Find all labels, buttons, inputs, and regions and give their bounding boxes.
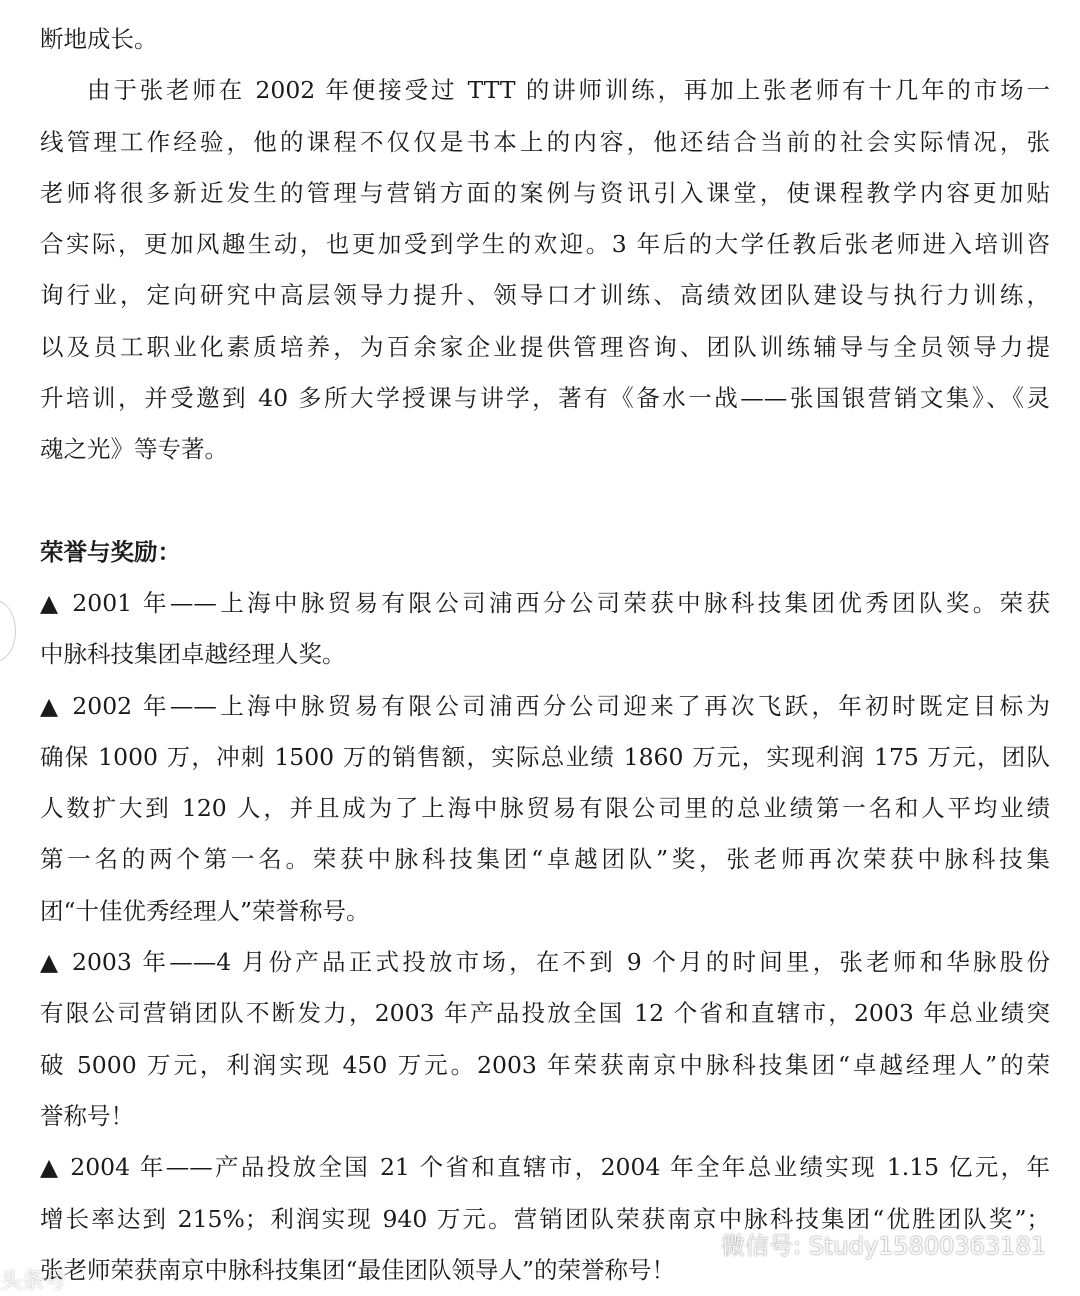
text-line: 由于张老师在 2002 年便接受过 TTT 的讲师训练，再加上张老师有十几年的市场一: [87, 76, 1050, 105]
text-line: 增长率达到 215%；利润实现 940 万元。营销团队荣获南京中脉科技集团“优胜团队奖”；: [40, 1204, 1050, 1233]
text-line: ▲ 2002 年——上海中脉贸易有限公司浦西分公司迎来了再次飞跃，年初时既定目标为: [40, 691, 1050, 720]
honor-item-2002: [40, 681, 1050, 937]
text-line: 破 5000 万元，利润实现 450 万元。2003 年荣获南京中脉科技集团“卓越经理人”的荣: [40, 1050, 1050, 1079]
text-line: 断地成长。: [40, 25, 158, 53]
text-line: 确保 1000 万，冲刺 1500 万的销售额，实际总业绩 1860 万元，实现利润 175 万元，团队: [40, 742, 1050, 771]
intro-paragraph: [40, 14, 1050, 476]
honor-item-2001: [40, 578, 1050, 681]
text-line: 第一名的两个第一名。荣获中脉科技集团“卓越团队”奖，张老师再次荣获中脉科技集: [40, 845, 1050, 874]
text-line: 魂之光》等专著。: [40, 435, 228, 464]
text-line: 张老师荣获南京中脉科技集团“最佳团队领导人”的荣誉称号！: [40, 1255, 676, 1284]
text-line: 老师将很多新近发生的管理与营销方面的案例与资讯引入课堂，使课程教学内容更加贴: [40, 178, 1050, 207]
document-body: [40, 14, 1050, 1296]
text-line: 有限公司营销团队不断发力，2003 年产品投放全国 12 个省和直辖市，2003 年总业绩突: [40, 999, 1050, 1028]
wechat-icon: [685, 1233, 715, 1255]
side-handle[interactable]: [0, 600, 16, 662]
text-line: 中脉科技集团卓越经理人奖。: [40, 640, 346, 669]
text-line: ▲ 2001 年——上海中脉贸易有限公司浦西分公司荣获中脉科技集团优秀团队奖。荣获: [40, 588, 1050, 617]
text-line: ▲ 2004 年——产品投放全国 21 个省和直辖市，2004 年全年总业绩实现 1.15 亿元，年: [40, 1153, 1050, 1182]
spacer: [40, 476, 1050, 527]
platform-watermark: 头条号: [0, 1269, 67, 1294]
text-line: 合实际，更加风趣生动，也更加受到学生的欢迎。3 年后的大学任教后张老师进入培训咨: [40, 230, 1050, 259]
text-line: 誉称号！: [40, 1101, 134, 1130]
text-line: 询行业，定向研究中高层领导力提升、领导口才训练、高绩效团队建设与执行力训练，: [40, 281, 1050, 310]
text-line: 以及员工职业化素质培养，为百余家企业提供管理咨询、团队训练辅导与全员领导力提: [40, 332, 1050, 361]
honor-item-2003: [40, 937, 1050, 1142]
honor-item-2004: [40, 1142, 1050, 1296]
text-line: 团“十佳优秀经理人”荣誉称号。: [40, 896, 370, 925]
text-line: ▲ 2003 年——4 月份产品正式投放市场，在不到 9 个月的时间里，张老师和华脉股份: [40, 948, 1050, 977]
honors-heading: 荣誉与奖励：: [40, 537, 181, 566]
text-line: 人数扩大到 120 人，并且成为了上海中脉贸易有限公司里的总业绩第一名和人平均业绩: [40, 794, 1050, 823]
watermark-text: 微信号: Study15800363181: [721, 1232, 1046, 1260]
wechat-watermark: [685, 1226, 1046, 1261]
text-line: 线管理工作经验，他的课程不仅仅是书本上的内容，他还结合当前的社会实际情况，张: [40, 127, 1050, 156]
text-line: 升培训，并受邀到 40 多所大学授课与讲学，著有《备水一战——张国银营销文集》、《灵: [40, 384, 1050, 413]
